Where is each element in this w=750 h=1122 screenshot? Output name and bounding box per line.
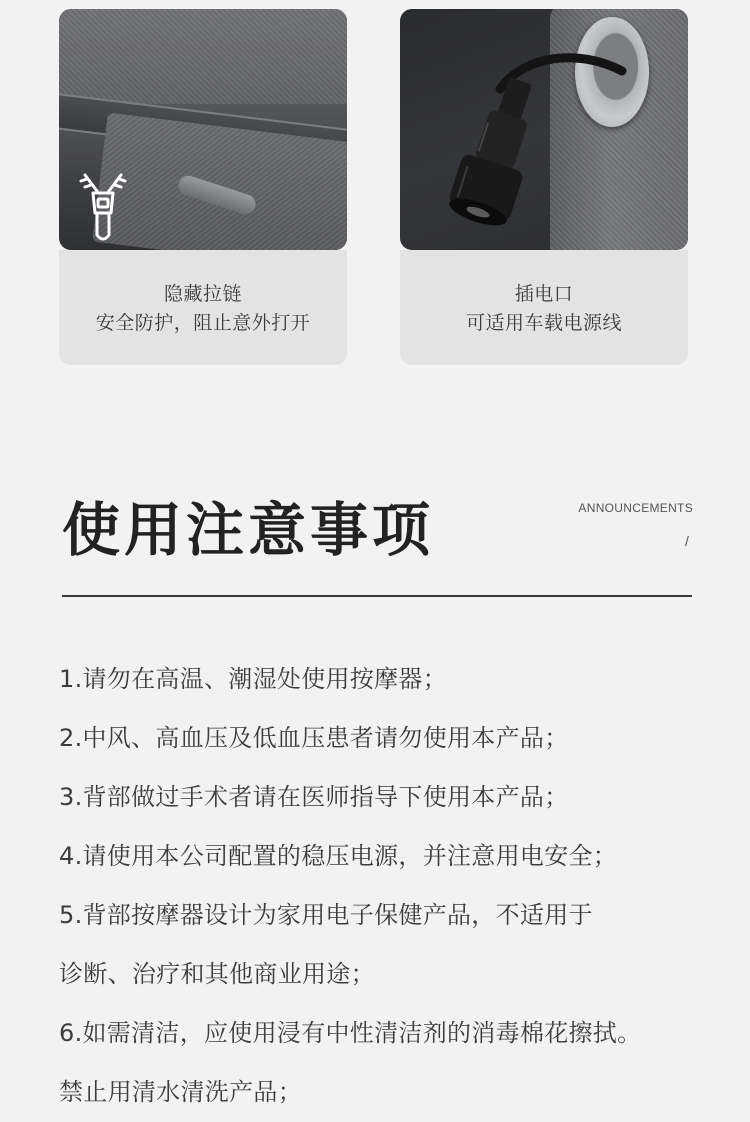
feature-description: 安全防护，阻止意外打开 bbox=[95, 312, 311, 334]
feature-description: 可适用车载电源线 bbox=[465, 312, 622, 334]
section-mark: / bbox=[685, 533, 689, 549]
section-subtitle: ANNOUNCEMENTS bbox=[578, 501, 693, 515]
section-divider bbox=[62, 595, 692, 597]
power-port-photo bbox=[400, 9, 688, 250]
feature-caption bbox=[59, 250, 347, 365]
announcement-item: 5.背部按摩器设计为家用电子保健产品，不适用于 bbox=[59, 901, 593, 929]
dc-plug-icon bbox=[400, 9, 688, 250]
announcement-item: 2.中风、高血压及低血压患者请勿使用本产品； bbox=[59, 724, 569, 752]
announcement-item: 诊断、治疗和其他商业用途； bbox=[59, 960, 375, 988]
announcement-item: 4.请使用本公司配置的稳压电源，并注意用电安全； bbox=[59, 842, 618, 870]
zipper-icon bbox=[71, 169, 135, 249]
feature-card-zipper bbox=[59, 9, 347, 365]
announcement-item: 3.背部做过手术者请在医师指导下使用本产品； bbox=[59, 783, 569, 811]
section-title: 使用注意事项 bbox=[62, 496, 435, 564]
announcement-item: 6.如需清洁，应使用浸有中性清洁剂的消毒棉花擦拭。 bbox=[59, 1019, 642, 1047]
announcement-item: 1.请勿在高温、潮湿处使用按摩器； bbox=[59, 665, 447, 693]
zipper-photo bbox=[59, 9, 347, 250]
feature-card-power-port bbox=[400, 9, 688, 365]
announcement-item: 禁止用清水清洗产品； bbox=[59, 1078, 302, 1106]
announcement-list bbox=[59, 650, 699, 1122]
feature-title: 插电口 bbox=[514, 283, 574, 305]
feature-caption bbox=[400, 250, 688, 365]
feature-title: 隐藏拉链 bbox=[163, 283, 242, 305]
